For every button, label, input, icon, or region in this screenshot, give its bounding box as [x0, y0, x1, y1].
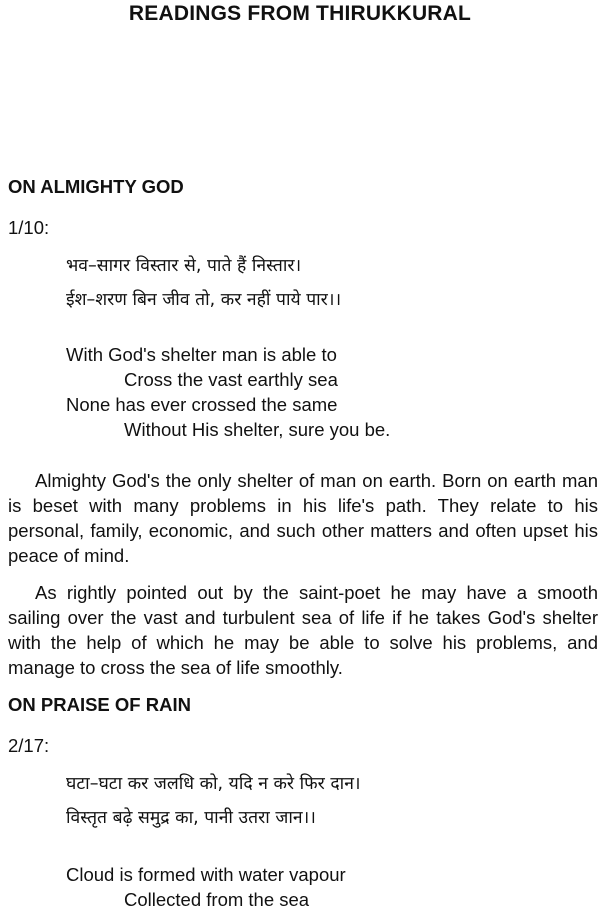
commentary-paragraph-2: As rightly pointed out by the saint-poet he may have a smooth sailing over the vast and turbulent sea of life if he takes God's shelter with the help of which he may be able to solve his problems, and manage to cross the sea of life smoothly. [8, 582, 598, 678]
verse-reference: 2/17: [8, 735, 50, 756]
hindi-couplet-line-1: भव–सागर विस्तार से, पाते हैं निस्तार। [66, 256, 302, 276]
verse-reference: 1/10: [8, 217, 50, 238]
hindi-couplet-line-1: घटा–घटा कर जलधि को, यदि न करे फिर दान। [66, 774, 361, 794]
english-verse-line-3: None has ever crossed the same [66, 394, 338, 415]
hindi-couplet-line-2: विस्तृत बढ़े समुद्र का, पानी उतरा जान।। [66, 808, 316, 828]
hindi-couplet-line-2: ईश–शरण बिन जीव तो, कर नहीं पाये पार।। [66, 290, 342, 310]
section-heading-almighty-god: ON ALMIGHTY GOD [8, 176, 184, 197]
page-title: READINGS FROM THIRUKKURAL [128, 2, 472, 25]
english-verse-line-2: Cross the vast earthly sea [124, 369, 338, 390]
english-verse-line-2: Collected from the sea [124, 889, 310, 910]
english-verse-line-1: With God's shelter man is able to [66, 344, 337, 365]
commentary-paragraph-1: Almighty God's the only shelter of man on earth. Born on earth man is beset with many problems in his life's path. They relate to his personal, family, economic, and such other matters and often upset his peace of mind. [8, 470, 598, 566]
section-heading-praise-of-rain: ON PRAISE OF RAIN [8, 694, 191, 715]
english-verse-line-4: Without His shelter, sure you be. [124, 419, 391, 440]
english-verse-line-1: Cloud is formed with water vapour [66, 864, 346, 885]
